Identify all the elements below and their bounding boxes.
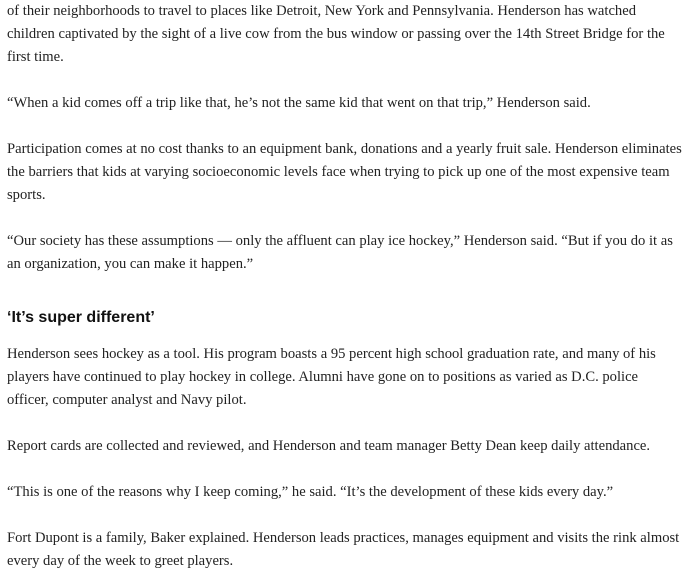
article-paragraph: Henderson sees hockey as a tool. His program boasts a 95 percent high school graduation rate, and many of his players have continued to play hockey in college. Alumni have gone on to positions as varied as D.C. police officer, computer analyst and Navy pilot. xyxy=(7,346,656,408)
article-paragraph: Participation comes at no cost thanks to an equipment bank, donations and a yearly fruit sale. Henderson eliminates the barriers that kids at varying socioeconomic levels face when trying to pick up one of the most expensive team sports. xyxy=(7,141,682,203)
article-paragraph: Fort Dupont is a family, Baker explained. Henderson leads practices, manages equipment and visits the rink almost every day of the week to greet players. xyxy=(7,530,680,569)
article-paragraph: of their neighborhoods to travel to places like Detroit, New York and Pennsylvania. Henderson has watched children captivated by the sight of a live cow from the bus window or passing over the 14th Street Bridge for the first time. xyxy=(7,3,665,65)
article-paragraph: “This is one of the reasons why I keep coming,” he said. “It’s the development of these kids every day.” xyxy=(7,484,614,500)
section-subheading: ‘It’s super different’ xyxy=(7,309,155,326)
article-paragraph: “When a kid comes off a trip like that, he’s not the same kid that went on that trip,” Henderson said. xyxy=(7,95,591,111)
article-paragraph: Report cards are collected and reviewed, and Henderson and team manager Betty Dean keep daily attendance. xyxy=(7,438,651,454)
article-paragraph: “Our society has these assumptions — only the affluent can play ice hockey,” Henderson said. “But if you do it as an organization, you can make it happen.” xyxy=(7,233,673,272)
